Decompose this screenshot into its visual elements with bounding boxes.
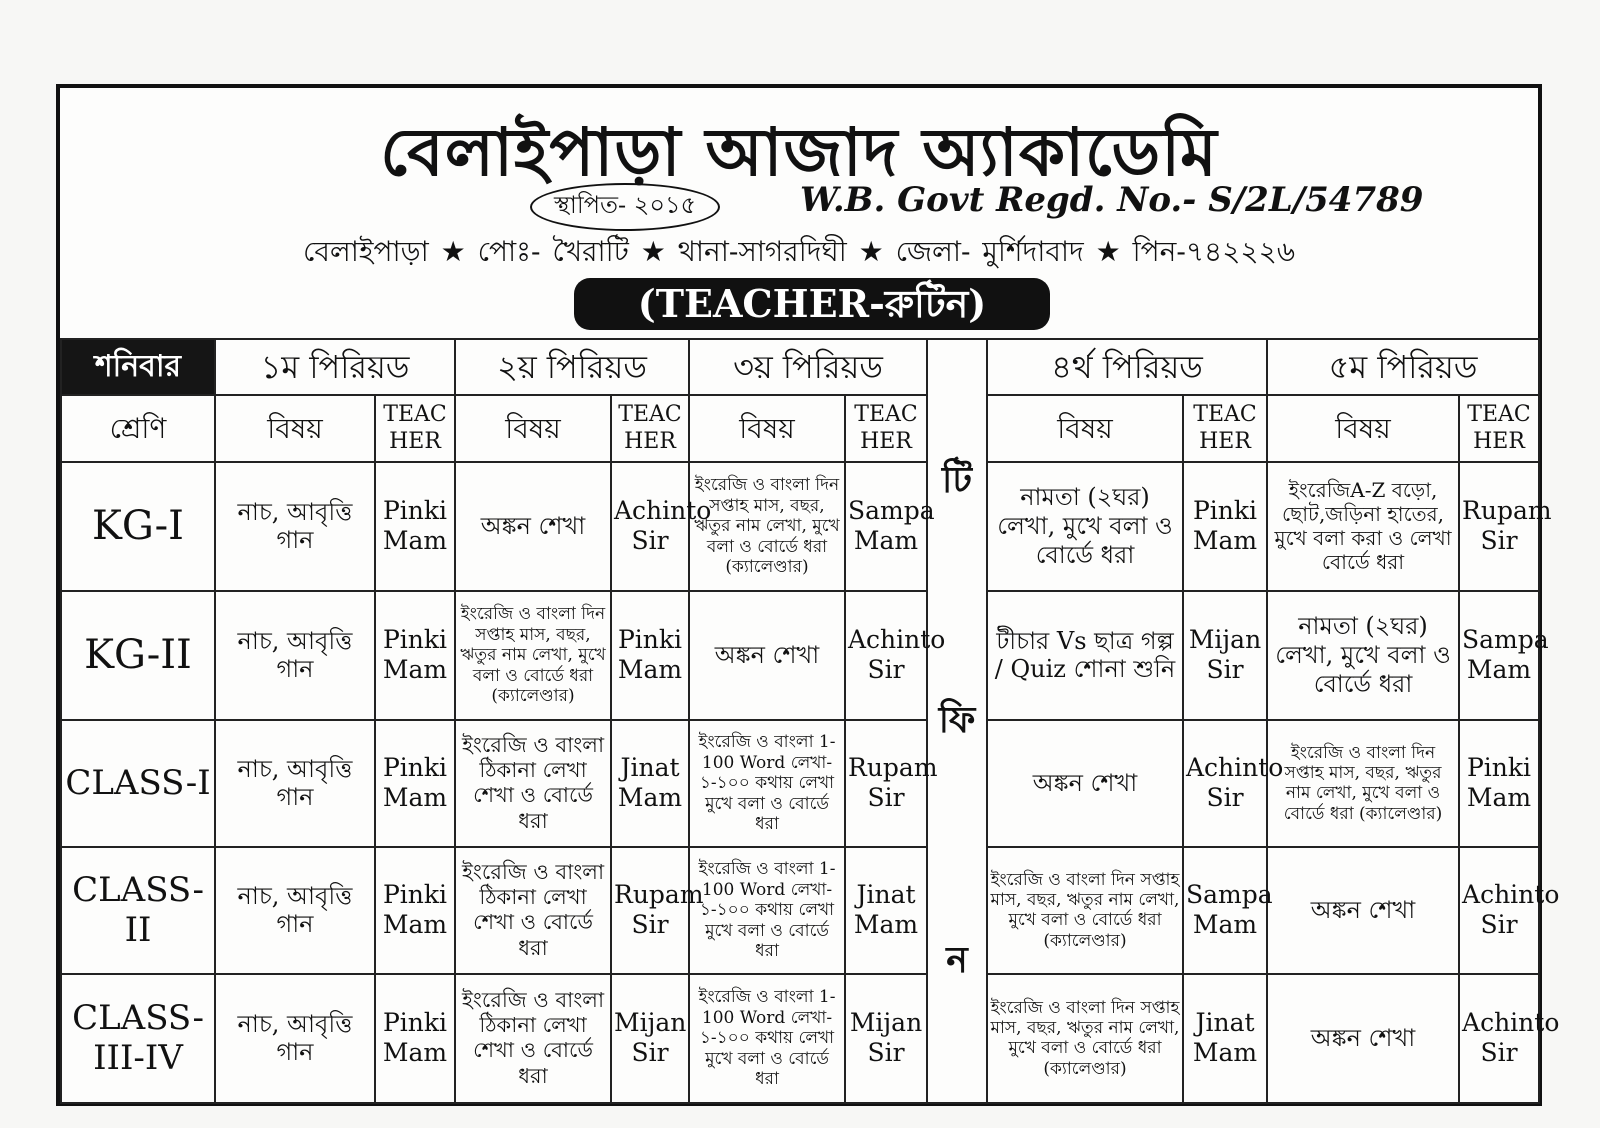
teacher-cell: Achinto Sir bbox=[611, 462, 689, 591]
tiffin-label bbox=[930, 361, 984, 1081]
subject-cell: নাচ, আবৃত্তি গান bbox=[215, 591, 375, 720]
period-5-header: ৫ম পিরিয়ড bbox=[1267, 339, 1539, 395]
tiffin-char: ন bbox=[946, 939, 968, 982]
subject-cell: অঙ্কন শেখা bbox=[455, 462, 611, 591]
subject-cell: ইংরেজি ও বাংলা ঠিকানা লেখা শেখা ও বোর্ডে ধরা bbox=[455, 974, 611, 1103]
teacher-cell: Pinki Mam bbox=[375, 591, 455, 720]
teacher-cell: Pinki Mam bbox=[375, 847, 455, 974]
subject-cell: ইংরেজি ও বাংলা দিন সপ্তাহ মাস, বছর, ঋতুর নাম লেখা, মুখে বলা ও বোর্ডে ধরা (ক্যালেণ্ডার) bbox=[987, 974, 1183, 1103]
subject-cell: অঙ্কন শেখা bbox=[1267, 974, 1459, 1103]
teacher-cell: Achinto Sir bbox=[1459, 847, 1539, 974]
subject-cell: ইংরেজি ও বাংলা 1-100 Word লেখা- ১-১০০ কথায় লেখা মুখে বলা ও বোর্ডে ধরা bbox=[689, 720, 845, 847]
school-address: বেলাইপাড়া ★ পোঃ- খৈরাটি ★ থানা-সাগরদিঘী ★ জেলা- মুর্শিদাবাদ ★ পিন-৭৪২২২৬ bbox=[302, 235, 1296, 268]
period-1-header: ১ম পিরিয়ড bbox=[215, 339, 455, 395]
established-badge: স্থাপিত- ২০১৫ bbox=[530, 183, 720, 231]
teacher-header: TEAC HER bbox=[1183, 395, 1267, 462]
routine-table bbox=[60, 338, 1560, 1104]
subject-cell: ইংরেজি ও বাংলা 1-100 Word লেখা- ১-১০০ কথায় লেখা মুখে বলা ও বোর্ডে ধরা bbox=[689, 847, 845, 974]
teacher-cell: Sampa Mam bbox=[1459, 591, 1539, 720]
class-header: শ্রেণি bbox=[61, 395, 215, 462]
class-name: KG-I bbox=[61, 462, 215, 591]
period-3-header: ৩য় পিরিয়ড bbox=[689, 339, 927, 395]
teacher-cell: Mijan Sir bbox=[611, 974, 689, 1103]
subject-cell: ইংরেজি ও বাংলা দিন সপ্তাহ মাস, বছর, ঋতুর নাম লেখা, মুখে বলা ও বোর্ডে ধরা (ক্যালেণ্ডার) bbox=[689, 462, 845, 591]
subject-header: বিষয় bbox=[987, 395, 1183, 462]
teacher-cell: Pinki Mam bbox=[375, 720, 455, 847]
class-name: CLASS-III-IV bbox=[61, 974, 215, 1103]
subject-cell: নাচ, আবৃত্তি গান bbox=[215, 847, 375, 974]
teacher-cell: Achinto Sir bbox=[1183, 720, 1267, 847]
subject-cell: ইংরেজিA-Z বড়ো, ছোট,জড়িনা হাতের, মুখে বলা করা ও লেখা বোর্ডে ধরা bbox=[1267, 462, 1459, 591]
period-2-header: ২য় পিরিয়ড bbox=[455, 339, 689, 395]
subject-header: বিষয় bbox=[215, 395, 375, 462]
teacher-header: TEAC HER bbox=[611, 395, 689, 462]
school-name: বেলাইপাড়া আজাদ অ্যাকাডেমি bbox=[380, 113, 1218, 191]
period-4-header: ৪র্থ পিরিয়ড bbox=[987, 339, 1267, 395]
table-row bbox=[61, 847, 1539, 974]
tiffin-char: ফি bbox=[938, 699, 976, 742]
subject-cell: ইংরেজি ও বাংলা 1-100 Word লেখা- ১-১০০ কথায় লেখা মুখে বলা ও বোর্ডে ধরা bbox=[689, 974, 845, 1103]
class-name: CLASS-II bbox=[61, 847, 215, 974]
teacher-header: TEAC HER bbox=[375, 395, 455, 462]
teacher-header: TEAC HER bbox=[1459, 395, 1539, 462]
subject-header: বিষয় bbox=[689, 395, 845, 462]
subject-cell: অঙ্কন শেখা bbox=[987, 720, 1183, 847]
table-row bbox=[61, 720, 1539, 847]
tiffin-column bbox=[927, 339, 987, 1103]
subject-cell: ইংরেজি ও বাংলা ঠিকানা লেখা শেখা ও বোর্ডে ধরা bbox=[455, 720, 611, 847]
subject-cell: ইংরেজি ও বাংলা ঠিকানা লেখা শেখা ও বোর্ডে ধরা bbox=[455, 847, 611, 974]
subject-cell: ইংরেজি ও বাংলা দিন সপ্তাহ মাস, বছর, ঋতুর নাম লেখা, মুখে বলা ও বোর্ডে ধরা (ক্যালেণ্ডার) bbox=[987, 847, 1183, 974]
teacher-cell: Rupam Sir bbox=[1459, 462, 1539, 591]
subject-header: বিষয় bbox=[455, 395, 611, 462]
subject-cell: ইংরেজি ও বাংলা দিন সপ্তাহ মাস, বছর, ঋতুর নাম লেখা, মুখে বলা ও বোর্ডে ধরা (ক্যালেণ্ডার) bbox=[455, 591, 611, 720]
teacher-cell: Jinat Mam bbox=[1183, 974, 1267, 1103]
day-label: শনিবার bbox=[61, 339, 215, 395]
teacher-cell: Rupam Sir bbox=[611, 847, 689, 974]
teacher-cell: Jinat Mam bbox=[611, 720, 689, 847]
subject-cell: নাচ, আবৃত্তি গান bbox=[215, 720, 375, 847]
teacher-cell: Jinat Mam bbox=[845, 847, 927, 974]
table-row bbox=[61, 462, 1539, 591]
subject-cell: টীচার Vs ছাত্র গল্প / Quiz শোনা শুনি bbox=[987, 591, 1183, 720]
teacher-cell: Pinki Mam bbox=[1459, 720, 1539, 847]
routine-sheet bbox=[56, 84, 1560, 1106]
teacher-cell: Rupam Sir bbox=[845, 720, 927, 847]
teacher-header: TEAC HER bbox=[845, 395, 927, 462]
teacher-cell: Achinto Sir bbox=[1459, 974, 1539, 1103]
table-row bbox=[61, 591, 1539, 720]
subject-cell: ইংরেজি ও বাংলা দিন সপ্তাহ মাস, বছর, ঋতুর নাম লেখা, মুখে বলা ও বোর্ডে ধরা (ক্যালেণ্ডার) bbox=[1267, 720, 1459, 847]
teacher-cell: Mijan Sir bbox=[845, 974, 927, 1103]
period-header-row bbox=[61, 339, 1539, 395]
teacher-cell: Pinki Mam bbox=[611, 591, 689, 720]
tiffin-char: টি bbox=[942, 459, 972, 502]
teacher-cell: Pinki Mam bbox=[375, 462, 455, 591]
teacher-cell: Sampa Mam bbox=[1183, 847, 1267, 974]
subject-cell: নামতা (২ঘর) লেখা, মুখে বলা ও বোর্ডে ধরা bbox=[987, 462, 1183, 591]
teacher-cell: Sampa Mam bbox=[845, 462, 927, 591]
subject-cell: অঙ্কন শেখা bbox=[689, 591, 845, 720]
teacher-cell: Achinto Sir bbox=[845, 591, 927, 720]
subject-cell: অঙ্কন শেখা bbox=[1267, 847, 1459, 974]
column-header-row bbox=[61, 395, 1539, 462]
teacher-cell: Pinki Mam bbox=[375, 974, 455, 1103]
subject-cell: নাচ, আবৃত্তি গান bbox=[215, 974, 375, 1103]
routine-banner: (TEACHER-রুটিন) bbox=[574, 278, 1050, 330]
teacher-cell: Pinki Mam bbox=[1183, 462, 1267, 591]
teacher-cell: Mijan Sir bbox=[1183, 591, 1267, 720]
class-name: CLASS-I bbox=[61, 720, 215, 847]
registration-number: W.B. Govt Regd. No.- S/2L/54789 bbox=[800, 180, 1424, 220]
table-row bbox=[61, 974, 1539, 1103]
class-name: KG-II bbox=[61, 591, 215, 720]
subject-cell: নামতা (২ঘর) লেখা, মুখে বলা ও বোর্ডে ধরা bbox=[1267, 591, 1459, 720]
subject-cell: নাচ, আবৃত্তি গান bbox=[215, 462, 375, 591]
subject-header: বিষয় bbox=[1267, 395, 1459, 462]
